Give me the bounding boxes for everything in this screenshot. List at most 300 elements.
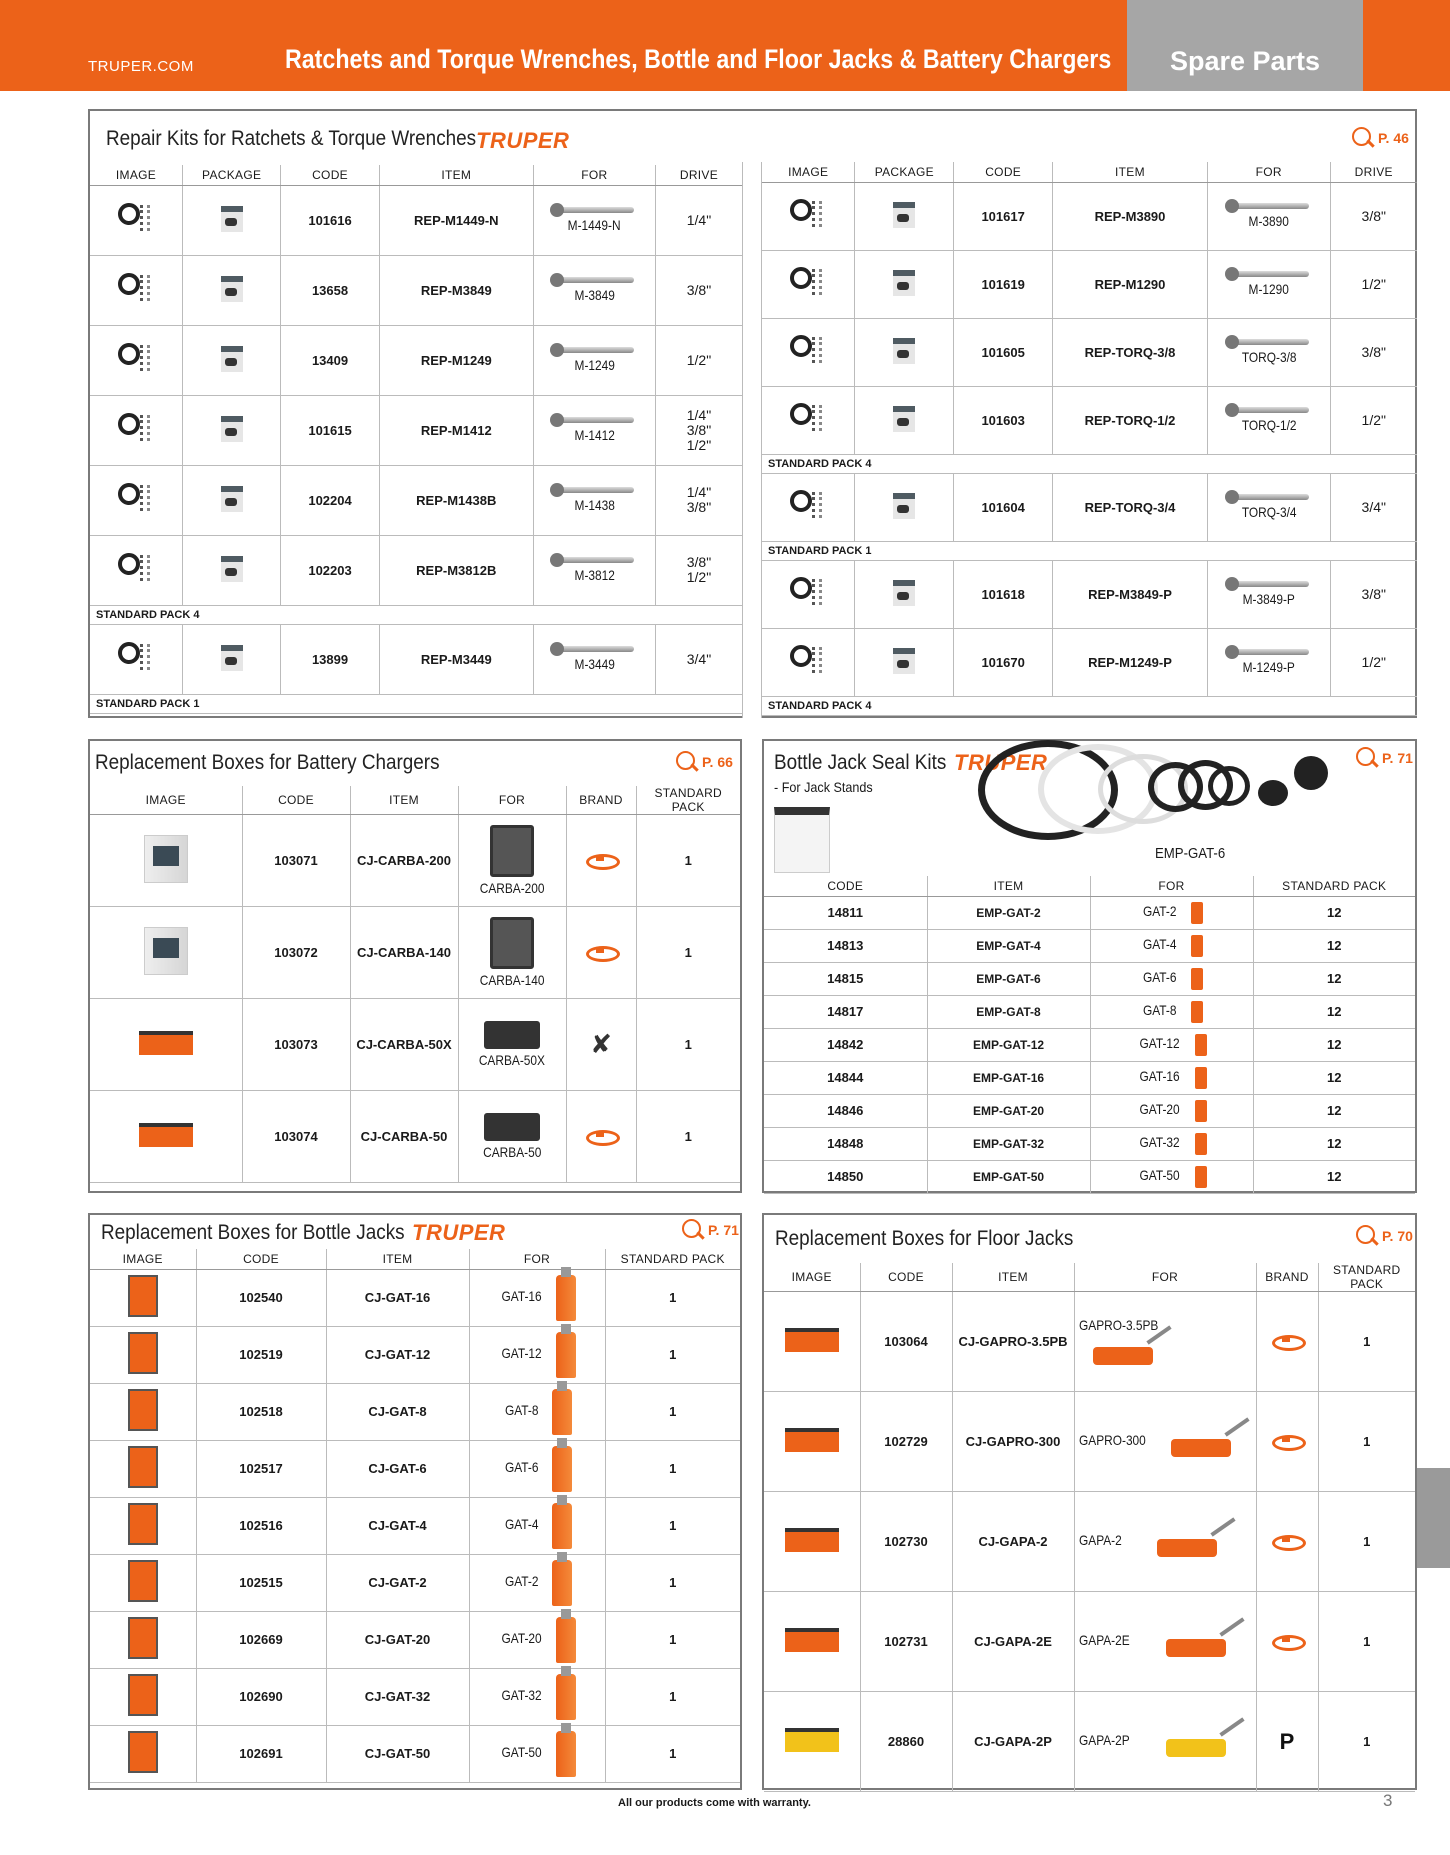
item-cell: CJ-CARBA-50	[350, 1091, 458, 1183]
header-row	[764, 876, 1415, 896]
package-icon	[893, 202, 915, 228]
package-icon	[893, 270, 915, 296]
column-header: FOR	[1074, 1263, 1256, 1292]
seals-table	[764, 876, 1415, 1194]
header-row	[764, 1263, 1415, 1292]
repair-kits-panel	[88, 109, 1417, 718]
table-row	[762, 628, 1417, 696]
floor-jack-box-icon	[785, 1428, 839, 1452]
truper-icon	[1272, 1633, 1302, 1647]
for-cell	[533, 325, 655, 395]
code-cell: 102204	[281, 465, 379, 535]
standard-pack-label: STANDARD PACK 4	[90, 605, 742, 624]
column-header: ITEM	[350, 786, 458, 815]
kit-image	[762, 250, 855, 318]
column-header: ITEM	[379, 165, 533, 185]
pack-cell: 1	[1318, 1492, 1415, 1592]
code-cell: 102669	[196, 1611, 326, 1668]
package-image	[182, 255, 280, 325]
item-cell: CJ-GAT-12	[326, 1326, 469, 1383]
jack-box-icon	[128, 1560, 158, 1602]
table-row	[764, 1492, 1415, 1592]
code-cell: 101603	[954, 386, 1053, 454]
pack-cell: 1	[605, 1269, 740, 1326]
battery-charger-icon	[490, 825, 534, 877]
for-label: GAPA-2E	[1078, 1631, 1130, 1648]
package-image	[182, 465, 280, 535]
for-cell	[458, 1091, 566, 1183]
table-row	[90, 1440, 740, 1497]
code-cell: 101670	[954, 628, 1053, 696]
item-cell: REP-M1438B	[379, 465, 533, 535]
repair-kit-icon	[790, 265, 826, 301]
table-row	[764, 1094, 1415, 1127]
package-image	[182, 395, 280, 465]
item-cell: CJ-GAT-8	[326, 1383, 469, 1440]
floor-jacks-panel	[762, 1213, 1417, 1790]
floor-jack-icon	[1093, 1333, 1173, 1367]
code-cell: 14813	[764, 929, 927, 962]
pack-cell: 1	[605, 1497, 740, 1554]
for-cell	[469, 1326, 605, 1383]
code-cell: 14846	[764, 1094, 927, 1127]
brand-cell	[1256, 1292, 1318, 1392]
item-cell: EMP-GAT-12	[927, 1028, 1090, 1061]
column-header: ITEM	[952, 1263, 1074, 1292]
pretul-icon: P	[1279, 1728, 1295, 1754]
column-header: CODE	[242, 786, 350, 815]
kit-image	[762, 473, 855, 541]
drive-cell	[655, 395, 742, 465]
repair-kit-icon	[790, 575, 826, 611]
truper-logo: TRUPER	[476, 128, 570, 153]
page-header	[0, 0, 1450, 91]
for-cell	[1090, 929, 1253, 962]
pack-cell: 1	[1318, 1392, 1415, 1492]
column-header: BRAND	[566, 786, 636, 815]
brand-cell	[566, 907, 636, 999]
for-label: M-3849	[574, 287, 615, 303]
site-url[interactable]: TRUPER.COM	[88, 58, 194, 75]
item-cell: CJ-CARBA-50X	[350, 999, 458, 1091]
page-ref[interactable]: P. 71	[680, 1217, 739, 1243]
pack-cell: 1	[636, 907, 740, 999]
kit-image	[90, 465, 182, 535]
kit-image	[762, 628, 855, 696]
repair-kit-icon	[118, 551, 154, 587]
drive-cell	[1330, 628, 1417, 696]
bottle-jack-icon	[1195, 1067, 1207, 1089]
brand-cell	[566, 1091, 636, 1183]
for-cell	[1074, 1392, 1256, 1492]
item-cell: EMP-GAT-20	[927, 1094, 1090, 1127]
code-cell: 13658	[281, 255, 379, 325]
pack-cell: 12	[1253, 1061, 1415, 1094]
page-title: Ratchets and Torque Wrenches, Bottle and Floor Jacks & Battery Chargers	[285, 44, 1112, 74]
drive-cell	[655, 255, 742, 325]
side-tab	[1415, 1468, 1450, 1568]
item-cell: CJ-GAPRO-3.5PB	[952, 1292, 1074, 1392]
drive-value: 3/8"	[1361, 585, 1386, 602]
kit-image	[762, 386, 855, 454]
panel-title: Repair Kits for Ratchets & Torque Wrenches	[106, 127, 477, 150]
jack-box-icon	[128, 1389, 158, 1431]
page-ref[interactable]: P. 46	[1350, 125, 1409, 151]
jack-box-icon	[128, 1731, 158, 1773]
image-cell	[90, 1725, 196, 1782]
section-tab: Spare Parts	[1127, 0, 1363, 91]
package-icon	[221, 486, 243, 512]
code-cell: 101617	[954, 182, 1053, 250]
pack-cell: 1	[605, 1554, 740, 1611]
pack-cell: 1	[605, 1440, 740, 1497]
floor-jack-box-icon	[785, 1528, 839, 1552]
code-cell: 102691	[196, 1725, 326, 1782]
kit-image	[90, 395, 182, 465]
standard-pack-label: STANDARD PACK 4	[762, 696, 1417, 715]
brand-cell	[566, 815, 636, 907]
column-header: PACKAGE	[182, 165, 280, 185]
bottle-jack-icon	[552, 1503, 572, 1549]
table-row	[90, 1326, 740, 1383]
ratchet-icon	[554, 646, 634, 652]
column-header: STANDARD PACK	[636, 786, 740, 815]
item-cell: EMP-GAT-32	[927, 1127, 1090, 1160]
for-cell	[1207, 386, 1330, 454]
kit-image	[90, 624, 182, 694]
repair-kit-icon	[118, 271, 154, 307]
ratchet-icon	[554, 347, 634, 353]
for-cell	[1090, 995, 1253, 1028]
column-header: FOR	[458, 786, 566, 815]
code-cell: 101605	[954, 318, 1053, 386]
drive-value: 1/4" 3/8" 1/2"	[686, 406, 712, 453]
for-cell	[469, 1440, 605, 1497]
item-cell: REP-M3849-P	[1053, 560, 1208, 628]
code-cell: 102519	[196, 1326, 326, 1383]
page-number: 3	[1383, 1791, 1393, 1810]
for-label: M-3890	[1248, 213, 1289, 229]
column-header: CODE	[281, 165, 379, 185]
item-cell: CJ-GAT-4	[326, 1497, 469, 1554]
item-cell: REP-TORQ-3/4	[1053, 473, 1208, 541]
code-cell: 13409	[281, 325, 379, 395]
jack-box-icon	[128, 1446, 158, 1488]
bottle-jack-icon	[1191, 902, 1203, 924]
package-icon	[893, 648, 915, 674]
for-cell	[1207, 318, 1330, 386]
subtitle: - For Jack Stands	[774, 779, 873, 795]
charger-box-icon	[139, 1031, 193, 1055]
pack-cell: 1	[605, 1383, 740, 1440]
standard-pack-row	[90, 605, 742, 624]
table-row	[762, 386, 1417, 454]
for-cell	[469, 1497, 605, 1554]
for-label: GAT-4	[505, 1515, 539, 1532]
bottle-jack-icon	[556, 1674, 576, 1720]
drive-value: 1/2"	[686, 351, 712, 368]
column-header: FOR	[533, 165, 655, 185]
drive-cell	[1330, 250, 1417, 318]
for-label: M-3849-P	[1242, 591, 1295, 607]
column-header: FOR	[1090, 876, 1253, 896]
pack-cell: 1	[605, 1725, 740, 1782]
pack-cell: 1	[605, 1326, 740, 1383]
bottle-jack-icon	[1191, 1001, 1203, 1023]
for-cell	[1207, 182, 1330, 250]
table-row	[764, 1160, 1415, 1193]
magnifier-icon	[1350, 125, 1376, 151]
for-label: GAPRO-3.5PB	[1078, 1316, 1158, 1333]
column-header: CODE	[764, 876, 927, 896]
pack-cell: 1	[1318, 1592, 1415, 1692]
code-cell: 28860	[860, 1692, 952, 1792]
for-cell	[1207, 250, 1330, 318]
warranty-note: All our products come with warranty.	[618, 1797, 811, 1809]
item-cell: CJ-GAPA-2E	[952, 1592, 1074, 1692]
code-cell: 102517	[196, 1440, 326, 1497]
for-cell	[469, 1554, 605, 1611]
bottle-jack-icon	[556, 1617, 576, 1663]
image-cell	[764, 1392, 860, 1492]
code-cell: 101604	[954, 473, 1053, 541]
table-row	[90, 465, 742, 535]
image-cell	[90, 1554, 196, 1611]
pack-cell: 12	[1253, 1028, 1415, 1061]
code-cell: 103073	[242, 999, 350, 1091]
pack-cell: 1	[1318, 1292, 1415, 1392]
for-cell	[458, 907, 566, 999]
pack-cell: 1	[1318, 1692, 1415, 1792]
table-row	[90, 185, 742, 255]
pack-cell: 1	[605, 1611, 740, 1668]
image-cell	[90, 815, 242, 907]
package-icon	[221, 206, 243, 232]
package-image	[855, 182, 954, 250]
table-row	[90, 1497, 740, 1554]
jack-box-icon	[128, 1617, 158, 1659]
repair-kit-icon	[118, 341, 154, 377]
for-cell	[1207, 628, 1330, 696]
item-cell: CJ-GAPRO-300	[952, 1392, 1074, 1492]
table-row	[90, 815, 740, 907]
for-label: M-1449-N	[567, 217, 621, 233]
for-cell	[1074, 1292, 1256, 1392]
package-image	[855, 318, 954, 386]
for-cell	[1090, 1094, 1253, 1127]
brand-cell	[1256, 1492, 1318, 1592]
page-ref[interactable]: P. 66	[674, 749, 733, 775]
item-cell: REP-M3849	[379, 255, 533, 325]
column-header: ITEM	[927, 876, 1090, 896]
for-label: GAT-2	[1142, 902, 1177, 919]
truper-logo: TRUPER	[954, 750, 1048, 775]
column-header: PACKAGE	[855, 162, 954, 182]
ratchet-icon	[554, 207, 634, 213]
table-row	[762, 473, 1417, 541]
drive-value: 1/2"	[1361, 275, 1386, 292]
bottle-jack-icon	[1195, 1166, 1207, 1188]
repair-kit-icon	[790, 333, 826, 369]
column-header: CODE	[196, 1249, 326, 1269]
charger-box-icon	[139, 1123, 193, 1147]
image-cell	[90, 1326, 196, 1383]
standard-pack-row	[762, 454, 1417, 473]
code-cell: 14817	[764, 995, 927, 1028]
code-cell: 101619	[954, 250, 1053, 318]
repair-table-right	[762, 162, 1417, 716]
package-icon	[893, 338, 915, 364]
image-cell	[90, 999, 242, 1091]
table-row	[90, 395, 742, 465]
table-row	[764, 1028, 1415, 1061]
bottle-jack-icon	[1191, 968, 1203, 990]
ratchet-icon	[1229, 581, 1309, 587]
chargers-table	[90, 786, 740, 1183]
kit-image	[762, 318, 855, 386]
table-row	[764, 1061, 1415, 1094]
bottle-jack-icon	[1195, 1100, 1207, 1122]
for-label: M-1249-P	[1242, 659, 1295, 675]
drive-cell	[655, 465, 742, 535]
repair-kit-icon	[790, 488, 826, 524]
code-cell: 103064	[860, 1292, 952, 1392]
for-label: GAPA-2	[1078, 1531, 1122, 1548]
package-image	[855, 250, 954, 318]
pack-cell: 1	[605, 1668, 740, 1725]
item-cell: REP-M3449	[379, 624, 533, 694]
bottle-jacks-table	[90, 1249, 740, 1783]
standard-pack-row	[762, 541, 1417, 560]
for-label: GAT-8	[1142, 1001, 1177, 1018]
drive-value: 3/8"	[686, 281, 712, 298]
for-label: CARBA-50	[482, 1144, 542, 1160]
header-row	[90, 1249, 740, 1269]
column-header: ITEM	[326, 1249, 469, 1269]
for-label: CARBA-140	[479, 972, 545, 988]
drive-value: 1/2"	[1361, 411, 1386, 428]
seal-caption: EMP-GAT-6	[1155, 845, 1226, 862]
bottle-jack-icon	[1195, 1034, 1207, 1056]
table-row	[90, 1554, 740, 1611]
package-image	[855, 386, 954, 454]
page-ref[interactable]: P. 71	[1354, 745, 1413, 771]
package-icon	[893, 493, 915, 519]
ratchet-icon	[1229, 649, 1309, 655]
table-row	[764, 1392, 1415, 1492]
pack-cell: 1	[636, 999, 740, 1091]
for-label: GAT-4	[1142, 935, 1177, 952]
truper-icon	[586, 944, 616, 958]
for-cell	[533, 624, 655, 694]
code-cell: 103071	[242, 815, 350, 907]
for-label: TORQ-1/2	[1241, 417, 1297, 433]
column-header: IMAGE	[764, 1263, 860, 1292]
drive-cell	[1330, 560, 1417, 628]
drive-value: 3/8"	[1361, 207, 1386, 224]
for-label: GAT-12	[501, 1344, 543, 1361]
for-label: M-3812	[574, 567, 615, 583]
kit-image	[90, 325, 182, 395]
item-cell: EMP-GAT-8	[927, 995, 1090, 1028]
for-cell	[1090, 1160, 1253, 1193]
table-row	[764, 995, 1415, 1028]
code-cell: 14842	[764, 1028, 927, 1061]
for-label: TORQ-3/4	[1241, 504, 1297, 520]
truper-icon	[586, 852, 616, 866]
for-label: GAT-2	[505, 1572, 539, 1589]
for-cell	[458, 815, 566, 907]
column-header: BRAND	[1256, 1263, 1318, 1292]
for-label: M-1412	[574, 427, 615, 443]
brand-cell	[566, 999, 636, 1091]
item-cell: EMP-GAT-4	[927, 929, 1090, 962]
for-label: GAT-12	[1139, 1034, 1180, 1051]
ratchet-icon	[1229, 203, 1309, 209]
page-ref[interactable]: P. 70	[1354, 1223, 1413, 1249]
table-row	[90, 1725, 740, 1782]
for-label: TORQ-3/8	[1241, 349, 1297, 365]
for-label: CARBA-200	[479, 880, 545, 896]
floor-jack-icon	[1171, 1425, 1251, 1459]
drive-cell	[655, 535, 742, 605]
package-image	[855, 628, 954, 696]
table-row	[90, 624, 742, 694]
for-cell	[1074, 1692, 1256, 1792]
code-cell: 14850	[764, 1160, 927, 1193]
pack-cell: 12	[1253, 995, 1415, 1028]
drive-cell	[1330, 182, 1417, 250]
header-row	[90, 165, 742, 185]
item-cell: REP-TORQ-3/8	[1053, 318, 1208, 386]
table-row	[762, 250, 1417, 318]
floor-jack-box-icon	[785, 1328, 839, 1352]
bottle-jack-icon	[556, 1731, 576, 1777]
drive-value: 3/4"	[686, 650, 712, 667]
table-row	[764, 962, 1415, 995]
code-cell: 102516	[196, 1497, 326, 1554]
brand-cell	[1256, 1692, 1318, 1792]
image-cell	[90, 1497, 196, 1554]
ratchet-icon	[554, 557, 634, 563]
image-cell	[764, 1492, 860, 1592]
column-header: IMAGE	[90, 1249, 196, 1269]
for-cell	[469, 1383, 605, 1440]
item-cell: EMP-GAT-50	[927, 1160, 1090, 1193]
table-row	[90, 1611, 740, 1668]
column-header: IMAGE	[90, 786, 242, 815]
pack-cell: 1	[636, 1091, 740, 1183]
package-icon	[221, 276, 243, 302]
kit-image	[762, 182, 855, 250]
ratchet-icon	[1229, 271, 1309, 277]
table-row	[764, 929, 1415, 962]
item-cell: REP-TORQ-1/2	[1053, 386, 1208, 454]
for-cell	[533, 185, 655, 255]
drive-value: 3/8"	[1361, 343, 1386, 360]
table-row	[762, 560, 1417, 628]
table-row	[762, 182, 1417, 250]
for-cell	[469, 1269, 605, 1326]
for-cell	[533, 465, 655, 535]
drive-value: 3/8" 1/2"	[686, 554, 712, 585]
package-icon	[893, 580, 915, 606]
chargers-panel	[88, 739, 742, 1193]
table-row	[764, 1692, 1415, 1792]
code-cell: 102690	[196, 1668, 326, 1725]
jack-box-icon	[128, 1275, 158, 1317]
package-image	[855, 473, 954, 541]
